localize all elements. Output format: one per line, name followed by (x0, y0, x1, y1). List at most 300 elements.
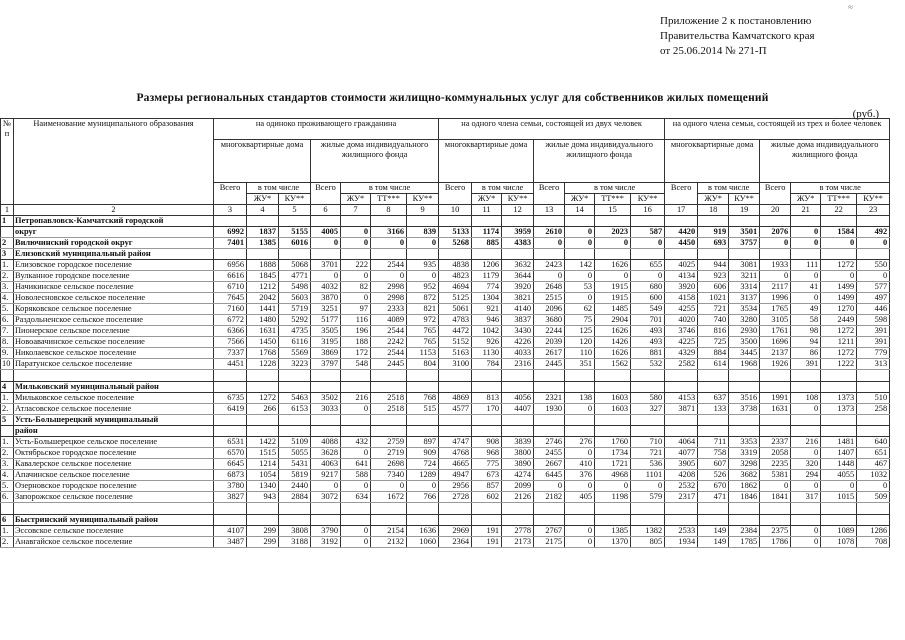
value-cell (534, 216, 565, 227)
value-cell (502, 249, 534, 260)
row-number-cell: 2. (1, 404, 14, 415)
value-cell (472, 370, 502, 382)
value-cell: 3033 (311, 404, 341, 415)
value-cell: 3920 (665, 282, 698, 293)
value-cell (407, 426, 439, 437)
value-cell (631, 216, 665, 227)
value-cell: 3487 (214, 537, 247, 548)
value-cell: 3890 (502, 459, 534, 470)
value-cell: 598 (857, 315, 890, 326)
value-cell: 299 (247, 526, 279, 537)
value-cell (760, 503, 791, 515)
value-cell: 0 (791, 481, 821, 492)
value-cell: 885 (472, 238, 502, 249)
value-cell: 2132 (371, 537, 407, 548)
value-cell: 3081 (729, 260, 760, 271)
value-cell: 6992 (214, 227, 247, 238)
value-cell: 577 (857, 282, 890, 293)
value-cell: 1211 (821, 337, 857, 348)
value-cell: 2518 (371, 393, 407, 404)
value-cell (534, 370, 565, 382)
table-body (1, 216, 890, 548)
value-cell (565, 382, 595, 393)
value-cell: 1153 (407, 348, 439, 359)
row-number-cell: 1. (1, 437, 14, 448)
value-cell: 923 (698, 271, 729, 282)
column-index-cell: 20 (760, 205, 791, 216)
value-cell: 1721 (595, 459, 631, 470)
value-cell: 6570 (214, 448, 247, 459)
value-cell: 6419 (214, 404, 247, 415)
zhu-header: ЖУ* (247, 194, 279, 205)
value-cell: 2096 (534, 304, 565, 315)
value-cell: 579 (631, 492, 665, 503)
value-cell (595, 370, 631, 382)
value-cell: 3632 (502, 260, 534, 271)
column-index-cell: 14 (565, 205, 595, 216)
row-number-cell: 2. (1, 537, 14, 548)
value-cell (311, 515, 341, 526)
value-cell (565, 415, 595, 426)
column-index-cell: 18 (698, 205, 729, 216)
value-cell: 149 (698, 537, 729, 548)
value-cell: 446 (857, 304, 890, 315)
column-index-cell: 17 (665, 205, 698, 216)
value-cell: 2515 (534, 293, 565, 304)
value-cell: 884 (698, 348, 729, 359)
value-cell: 532 (631, 359, 665, 370)
value-cell (371, 415, 407, 426)
value-cell: 5055 (279, 448, 311, 459)
value-cell: 708 (857, 537, 890, 548)
value-cell: 1968 (729, 359, 760, 370)
value-cell: 1631 (760, 404, 791, 415)
value-cell: 1206 (472, 260, 502, 271)
value-cell (698, 515, 729, 526)
value-cell: 4450 (665, 238, 698, 249)
value-cell: 493 (631, 337, 665, 348)
value-cell: 1584 (821, 227, 857, 238)
value-cell: 1996 (760, 293, 791, 304)
value-cell: 3839 (502, 437, 534, 448)
value-cell (247, 415, 279, 426)
value-cell: 2533 (665, 526, 698, 537)
value-cell: 1448 (821, 459, 857, 470)
value-cell (502, 503, 534, 515)
value-cell: 909 (407, 448, 439, 459)
value-cell: 0 (341, 271, 371, 282)
incl-header: в том числе (472, 183, 534, 194)
incl-header: в том числе (247, 183, 311, 194)
value-cell: 6153 (279, 404, 311, 415)
value-cell (472, 515, 502, 526)
value-cell: 2998 (371, 282, 407, 293)
value-cell: 7401 (214, 238, 247, 249)
value-cell: 2778 (502, 526, 534, 537)
value-cell (857, 515, 890, 526)
value-cell (631, 370, 665, 382)
value-cell: 3251 (311, 304, 341, 315)
value-cell: 1441 (247, 304, 279, 315)
value-cell (502, 426, 534, 437)
value-cell (595, 503, 631, 515)
value-cell: 952 (407, 282, 439, 293)
table-row (1, 282, 890, 293)
value-cell: 0 (565, 448, 595, 459)
value-cell (791, 382, 821, 393)
column-index-cell: 22 (821, 205, 857, 216)
value-cell: 1562 (595, 359, 631, 370)
value-cell: 4838 (439, 260, 472, 271)
value-cell: 82 (341, 282, 371, 293)
value-cell (698, 503, 729, 515)
value-cell: 1214 (247, 459, 279, 470)
value-cell: 191 (472, 537, 502, 548)
value-cell: 670 (698, 481, 729, 492)
value-cell: 0 (791, 271, 821, 282)
value-cell (502, 382, 534, 393)
value-cell: 3837 (502, 315, 534, 326)
value-cell: 897 (407, 437, 439, 448)
value-cell (698, 382, 729, 393)
value-cell: 1845 (247, 271, 279, 282)
value-cell: 4768 (439, 448, 472, 459)
row-number-cell: 4. (1, 470, 14, 481)
value-cell: 110 (565, 348, 595, 359)
value-cell: 711 (698, 437, 729, 448)
value-cell: 493 (631, 326, 665, 337)
value-cell: 816 (698, 326, 729, 337)
value-cell: 3746 (665, 326, 698, 337)
value-cell: 3314 (729, 282, 760, 293)
value-cell: 6445 (534, 470, 565, 481)
row-number-cell (1, 426, 14, 437)
value-cell (502, 415, 534, 426)
value-cell (472, 216, 502, 227)
value-cell: 4274 (502, 470, 534, 481)
value-cell: 3223 (279, 359, 311, 370)
value-cell: 3298 (729, 459, 760, 470)
value-cell (371, 249, 407, 260)
value-cell (407, 249, 439, 260)
value-cell (214, 382, 247, 393)
value-cell: 2175 (534, 537, 565, 548)
value-cell: 1760 (595, 437, 631, 448)
value-cell: 4735 (279, 326, 311, 337)
value-cell (857, 370, 890, 382)
value-cell (534, 249, 565, 260)
value-cell: 1786 (760, 537, 791, 548)
value-cell: 1270 (821, 304, 857, 315)
table-row (1, 393, 890, 404)
incl-header: в том числе (341, 183, 439, 194)
value-cell: 191 (472, 526, 502, 537)
ku-header: КУ** (631, 194, 665, 205)
value-cell: 6735 (214, 393, 247, 404)
value-cell: 766 (407, 492, 439, 503)
total-header: Всего (214, 183, 247, 205)
value-cell: 1228 (247, 359, 279, 370)
value-cell: 2617 (534, 348, 565, 359)
value-cell: 4056 (502, 393, 534, 404)
value-cell: 5152 (439, 337, 472, 348)
value-cell: 108 (791, 393, 821, 404)
value-cell (279, 370, 311, 382)
value-cell: 188 (341, 337, 371, 348)
value-cell (279, 503, 311, 515)
value-cell: 4208 (665, 470, 698, 481)
value-cell (371, 382, 407, 393)
value-cell: 1768 (247, 348, 279, 359)
zhu-header: ЖУ* (565, 194, 595, 205)
value-cell: 0 (565, 537, 595, 548)
value-cell (311, 426, 341, 437)
value-cell: 600 (631, 293, 665, 304)
value-cell: 405 (565, 492, 595, 503)
value-cell: 4225 (665, 337, 698, 348)
value-cell: 4063 (311, 459, 341, 470)
value-cell (760, 370, 791, 382)
table-row (1, 404, 890, 415)
value-cell: 2126 (502, 492, 534, 503)
value-cell: 1485 (595, 304, 631, 315)
ku-header: КУ** (279, 194, 311, 205)
value-cell (439, 515, 472, 526)
row-name-cell: район (14, 426, 214, 437)
value-cell: 1991 (760, 393, 791, 404)
value-cell: 0 (565, 238, 595, 249)
value-cell: 4869 (439, 393, 472, 404)
table-row (1, 337, 890, 348)
column-index-cell: 12 (502, 205, 534, 216)
value-cell (472, 249, 502, 260)
value-cell: 5068 (279, 260, 311, 271)
value-cell: 3800 (502, 448, 534, 459)
row-number-cell: 2. (1, 448, 14, 459)
value-cell (439, 503, 472, 515)
value-cell: 2333 (371, 304, 407, 315)
value-cell: 3501 (729, 227, 760, 238)
value-cell: 740 (698, 315, 729, 326)
table-row (1, 459, 890, 470)
value-cell (407, 515, 439, 526)
value-cell: 3502 (311, 393, 341, 404)
value-cell: 0 (407, 271, 439, 282)
value-cell: 641 (341, 459, 371, 470)
value-cell (565, 503, 595, 515)
value-cell: 2449 (821, 315, 857, 326)
value-cell: 3319 (729, 448, 760, 459)
value-cell: 317 (791, 492, 821, 503)
row-name-cell: Пионерское сельское поселение (14, 326, 214, 337)
value-cell: 5463 (279, 393, 311, 404)
value-cell: 1407 (821, 448, 857, 459)
column-index-cell: 21 (791, 205, 821, 216)
value-cell (247, 382, 279, 393)
column-index-cell: 7 (341, 205, 371, 216)
value-cell: 0 (595, 238, 631, 249)
column-index-cell: 5 (279, 205, 311, 216)
value-cell: 1042 (472, 326, 502, 337)
value-cell (407, 503, 439, 515)
value-cell: 1179 (472, 271, 502, 282)
value-cell: 3869 (311, 348, 341, 359)
value-cell: 2610 (534, 227, 565, 238)
column-index-cell: 4 (247, 205, 279, 216)
value-cell: 2728 (439, 492, 472, 503)
table-row (1, 359, 890, 370)
value-cell (665, 515, 698, 526)
value-cell (407, 216, 439, 227)
value-cell (439, 382, 472, 393)
value-cell: 4383 (502, 238, 534, 249)
row-name-cell (14, 370, 214, 382)
value-cell (631, 382, 665, 393)
value-cell (665, 503, 698, 515)
value-cell: 4134 (665, 271, 698, 282)
value-cell (279, 382, 311, 393)
value-cell: 5569 (279, 348, 311, 359)
value-cell (698, 426, 729, 437)
value-cell (439, 426, 472, 437)
table-row (1, 315, 890, 326)
value-cell (857, 382, 890, 393)
value-cell (371, 370, 407, 382)
row-name-cell: округ (14, 227, 214, 238)
value-cell: 41 (791, 282, 821, 293)
house-header-2: жилые дома индивидуального жилищного фонда (534, 140, 665, 183)
value-cell: 3959 (502, 227, 534, 238)
value-cell: 1385 (247, 238, 279, 249)
value-cell (371, 503, 407, 515)
value-cell: 1422 (247, 437, 279, 448)
table-row (1, 537, 890, 548)
value-cell (857, 216, 890, 227)
value-cell: 5819 (279, 470, 311, 481)
value-cell (665, 370, 698, 382)
value-cell: 2076 (760, 227, 791, 238)
value-cell: 0 (791, 526, 821, 537)
value-cell: 4032 (311, 282, 341, 293)
value-cell: 4077 (665, 448, 698, 459)
value-cell: 588 (341, 470, 371, 481)
value-cell: 2532 (665, 481, 698, 492)
value-cell (665, 216, 698, 227)
column-index-cell: 3 (214, 205, 247, 216)
value-cell: 5163 (439, 348, 472, 359)
value-cell (729, 370, 760, 382)
value-cell: 6016 (279, 238, 311, 249)
value-cell (791, 426, 821, 437)
value-cell: 1846 (729, 492, 760, 503)
row-number-cell: 5 (1, 415, 14, 426)
value-cell: 774 (472, 282, 502, 293)
value-cell: 2364 (439, 537, 472, 548)
value-cell (279, 426, 311, 437)
zhu-header: ЖУ* (791, 194, 821, 205)
value-cell: 3195 (311, 337, 341, 348)
value-cell: 0 (311, 481, 341, 492)
value-cell (760, 415, 791, 426)
table-row (1, 238, 890, 249)
value-cell: 1272 (821, 326, 857, 337)
value-cell: 0 (407, 481, 439, 492)
value-cell: 471 (698, 492, 729, 503)
total-header: Всего (534, 183, 565, 205)
value-cell: 5177 (311, 315, 341, 326)
value-cell (595, 415, 631, 426)
ku-header: КУ** (857, 194, 890, 205)
value-cell: 1382 (631, 526, 665, 537)
value-cell (595, 216, 631, 227)
column-index-cell: 10 (439, 205, 472, 216)
value-cell: 4329 (665, 348, 698, 359)
value-cell (729, 415, 760, 426)
value-cell (565, 515, 595, 526)
row-number-cell: 3 (1, 249, 14, 260)
value-cell: 972 (407, 315, 439, 326)
table-row (1, 227, 890, 238)
value-cell (631, 515, 665, 526)
value-cell: 768 (407, 393, 439, 404)
group-three-header: на одного члена семьи, состоящей из трех и более человек (665, 119, 890, 140)
value-cell: 536 (631, 459, 665, 470)
value-cell (279, 515, 311, 526)
column-index-cell: 11 (472, 205, 502, 216)
value-cell: 2544 (371, 326, 407, 337)
table-row (1, 503, 890, 515)
value-cell: 3870 (311, 293, 341, 304)
value-cell (791, 370, 821, 382)
value-cell: 765 (407, 337, 439, 348)
table-row (1, 304, 890, 315)
house-header-1: жилые дома индивидуального жилищного фонда (311, 140, 439, 183)
value-cell (502, 216, 534, 227)
value-cell: 614 (698, 359, 729, 370)
value-cell: 6531 (214, 437, 247, 448)
zhu-header: ЖУ* (698, 194, 729, 205)
value-cell (729, 503, 760, 515)
annex-line-2: Правительства Камчатского края (660, 30, 815, 42)
row-number-cell: 4 (1, 382, 14, 393)
value-cell: 710 (631, 437, 665, 448)
value-cell (665, 415, 698, 426)
value-cell: 1054 (247, 470, 279, 481)
value-cell: 701 (631, 315, 665, 326)
value-cell: 327 (631, 404, 665, 415)
value-cell: 943 (247, 492, 279, 503)
value-cell: 3188 (279, 537, 311, 548)
value-cell (439, 249, 472, 260)
value-cell: 2445 (534, 359, 565, 370)
value-cell (247, 216, 279, 227)
currency-unit: (руб.) (852, 108, 879, 120)
value-cell (760, 426, 791, 437)
value-cell: 138 (565, 393, 595, 404)
zhu-header: ЖУ* (472, 194, 502, 205)
value-cell: 2544 (371, 260, 407, 271)
value-cell: 2667 (534, 459, 565, 470)
value-cell: 1915 (595, 293, 631, 304)
value-cell: 6116 (279, 337, 311, 348)
value-cell: 0 (760, 481, 791, 492)
value-cell: 5125 (439, 293, 472, 304)
value-cell: 606 (698, 282, 729, 293)
tt-header: ТТ*** (595, 194, 631, 205)
value-cell (631, 503, 665, 515)
value-cell: 549 (631, 304, 665, 315)
value-cell: 3871 (665, 404, 698, 415)
